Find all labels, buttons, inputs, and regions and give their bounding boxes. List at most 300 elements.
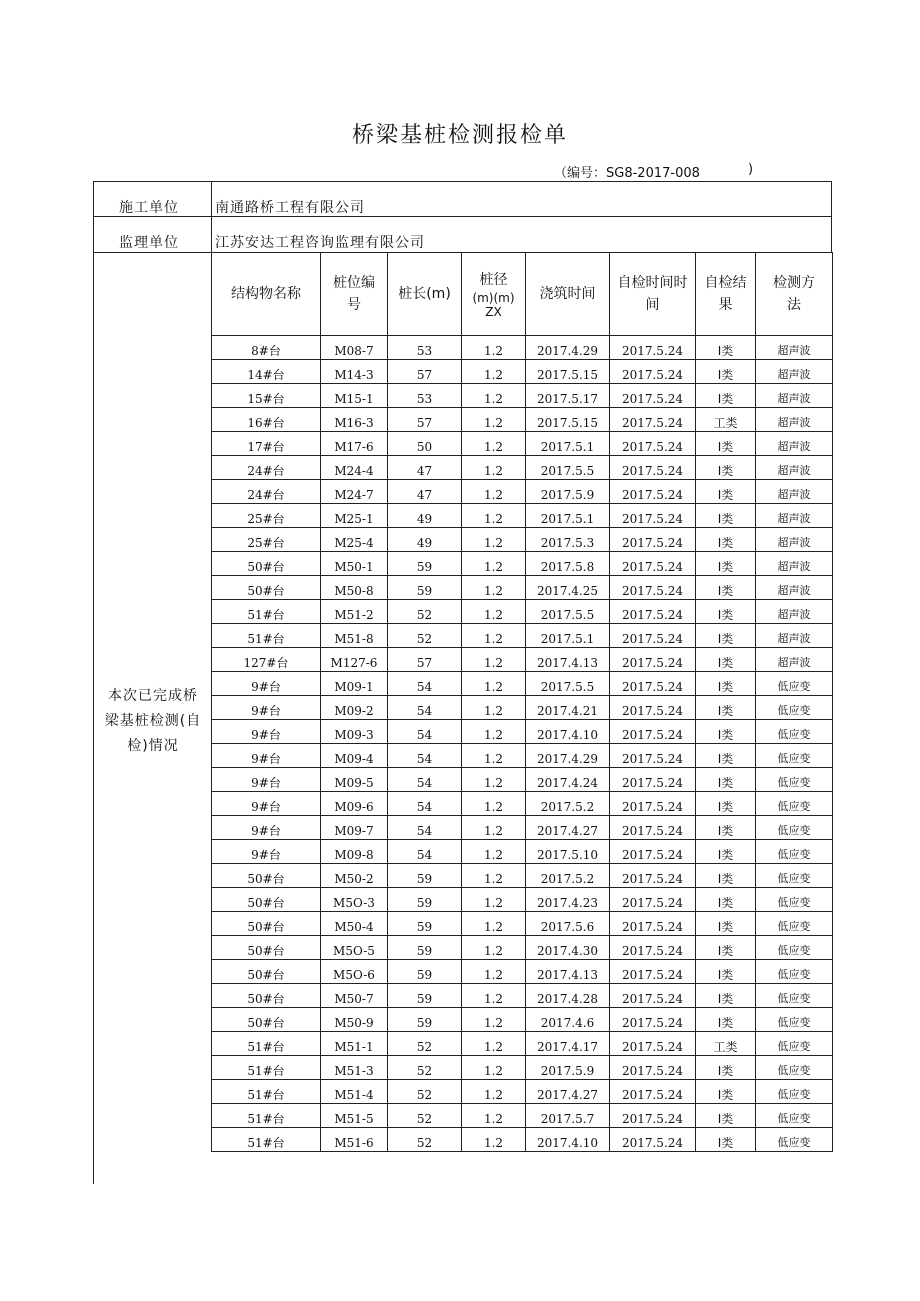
cell-test-method: 低应变 [756, 672, 833, 696]
cell-pile-number: M16-3 [321, 408, 388, 432]
cell-self-check-result: Ⅰ类 [696, 672, 756, 696]
cell-inspection-date: 2017.5.24 [610, 672, 696, 696]
cell-structure-name: 15#台 [212, 384, 321, 408]
cell-self-check-result: Ⅰ类 [696, 600, 756, 624]
cell-test-method: 超声波 [756, 648, 833, 672]
cell-self-check-result: Ⅰ类 [696, 720, 756, 744]
cell-inspection-date: 2017.5.24 [610, 1104, 696, 1128]
header-self-check-result: 自检结 果 [696, 253, 756, 336]
header-structure-name: 结构物名称 [212, 253, 321, 336]
cell-pour-date: 2017.5.2 [526, 792, 610, 816]
cell-structure-name: 9#台 [212, 696, 321, 720]
cell-pour-date: 2017.4.24 [526, 768, 610, 792]
cell-pile-number: M51-2 [321, 600, 388, 624]
cell-pile-length: 53 [388, 336, 462, 360]
table-row [212, 624, 833, 648]
cell-pile-number: M51-3 [321, 1056, 388, 1080]
cell-pile-length: 54 [388, 696, 462, 720]
cell-self-check-result: Ⅰ类 [696, 1104, 756, 1128]
cell-structure-name: 9#台 [212, 816, 321, 840]
cell-test-method: 低应变 [756, 816, 833, 840]
cell-test-method: 超声波 [756, 504, 833, 528]
table-row [212, 456, 833, 480]
cell-pour-date: 2017.4.29 [526, 744, 610, 768]
cell-pour-date: 2017.4.30 [526, 936, 610, 960]
table-row [212, 696, 833, 720]
cell-structure-name: 25#台 [212, 504, 321, 528]
doc-number-suffix: ) [748, 162, 754, 177]
cell-test-method: 超声波 [756, 384, 833, 408]
cell-self-check-result: Ⅰ类 [696, 768, 756, 792]
table-row [212, 1056, 833, 1080]
cell-test-method: 超声波 [756, 456, 833, 480]
cell-test-method: 超声波 [756, 624, 833, 648]
construction-unit-value: 南通路桥工程有限公司 [215, 200, 365, 216]
cell-pile-number: M50-9 [321, 1008, 388, 1032]
cell-pour-date: 2017.5.15 [526, 408, 610, 432]
cell-pour-date: 2017.4.28 [526, 984, 610, 1008]
cell-self-check-result: Ⅰ类 [696, 984, 756, 1008]
cell-test-method: 超声波 [756, 408, 833, 432]
cell-inspection-date: 2017.5.24 [610, 600, 696, 624]
cell-inspection-date: 2017.5.24 [610, 864, 696, 888]
cell-pile-diameter: 1.2 [462, 528, 526, 552]
cell-pour-date: 2017.5.1 [526, 624, 610, 648]
cell-inspection-date: 2017.5.24 [610, 384, 696, 408]
cell-pour-date: 2017.5.5 [526, 456, 610, 480]
cell-pour-date: 2017.4.25 [526, 576, 610, 600]
cell-pile-length: 53 [388, 384, 462, 408]
table-row [212, 744, 833, 768]
table-row [212, 336, 833, 360]
cell-self-check-result: Ⅰ类 [696, 456, 756, 480]
cell-pile-length: 54 [388, 816, 462, 840]
cell-self-check-result: Ⅰ类 [696, 792, 756, 816]
cell-pour-date: 2017.5.9 [526, 480, 610, 504]
document-title: 桥梁基桩检测报检单 [351, 123, 568, 148]
cell-pour-date: 2017.4.10 [526, 1128, 610, 1152]
supervision-unit-label: 监理单位 [119, 235, 179, 251]
cell-inspection-date: 2017.5.24 [610, 456, 696, 480]
cell-pile-diameter: 1.2 [462, 744, 526, 768]
cell-pour-date: 2017.5.7 [526, 1104, 610, 1128]
cell-structure-name: 51#台 [212, 624, 321, 648]
cell-pile-number: M15-1 [321, 384, 388, 408]
row-divider-1 [93, 216, 832, 217]
cell-pile-number: M51-8 [321, 624, 388, 648]
cell-pile-diameter: 1.2 [462, 336, 526, 360]
cell-pile-diameter: 1.2 [462, 408, 526, 432]
cell-inspection-date: 2017.5.24 [610, 1008, 696, 1032]
cell-pile-number: M25-4 [321, 528, 388, 552]
cell-self-check-result: Ⅰ类 [696, 360, 756, 384]
cell-inspection-date: 2017.5.24 [610, 552, 696, 576]
cell-pile-length: 54 [388, 720, 462, 744]
cell-self-check-result: Ⅰ类 [696, 504, 756, 528]
cell-inspection-date: 2017.5.24 [610, 840, 696, 864]
cell-pile-length: 57 [388, 360, 462, 384]
cell-structure-name: 50#台 [212, 936, 321, 960]
table-header-row [212, 253, 833, 336]
cell-pile-diameter: 1.2 [462, 624, 526, 648]
table-row [212, 864, 833, 888]
cell-test-method: 低应变 [756, 792, 833, 816]
cell-pour-date: 2017.5.1 [526, 504, 610, 528]
cell-pile-diameter: 1.2 [462, 696, 526, 720]
cell-pour-date: 2017.4.13 [526, 648, 610, 672]
cell-pile-diameter: 1.2 [462, 600, 526, 624]
table-row [212, 408, 833, 432]
cell-inspection-date: 2017.5.24 [610, 768, 696, 792]
cell-pile-number: M50-4 [321, 912, 388, 936]
cell-pile-diameter: 1.2 [462, 456, 526, 480]
cell-pour-date: 2017.4.6 [526, 1008, 610, 1032]
cell-pile-number: M50-7 [321, 984, 388, 1008]
cell-test-method: 低应变 [756, 1056, 833, 1080]
cell-self-check-result: Ⅰ类 [696, 864, 756, 888]
cell-pile-number: M24-4 [321, 456, 388, 480]
cell-pile-length: 52 [388, 600, 462, 624]
cell-pile-diameter: 1.2 [462, 888, 526, 912]
cell-pile-number: M50-2 [321, 864, 388, 888]
cell-inspection-date: 2017.5.24 [610, 1056, 696, 1080]
cell-pile-diameter: 1.2 [462, 816, 526, 840]
cell-self-check-result: Ⅰ类 [696, 888, 756, 912]
cell-inspection-date: 2017.5.24 [610, 888, 696, 912]
table-row [212, 1008, 833, 1032]
document-number [554, 162, 754, 181]
cell-pour-date: 2017.5.17 [526, 384, 610, 408]
cell-inspection-date: 2017.5.24 [610, 528, 696, 552]
cell-inspection-date: 2017.5.24 [610, 408, 696, 432]
supervision-unit-value: 江苏安达工程咨询监理有限公司 [215, 235, 425, 251]
cell-structure-name: 9#台 [212, 672, 321, 696]
cell-structure-name: 16#台 [212, 408, 321, 432]
cell-pile-length: 57 [388, 408, 462, 432]
cell-pile-diameter: 1.2 [462, 720, 526, 744]
cell-structure-name: 50#台 [212, 576, 321, 600]
cell-structure-name: 50#台 [212, 984, 321, 1008]
cell-pour-date: 2017.4.10 [526, 720, 610, 744]
cell-self-check-result: Ⅰ类 [696, 936, 756, 960]
cell-pile-length: 59 [388, 912, 462, 936]
cell-test-method: 超声波 [756, 336, 833, 360]
cell-structure-name: 50#台 [212, 1008, 321, 1032]
cell-test-method: 低应变 [756, 696, 833, 720]
cell-pile-length: 54 [388, 840, 462, 864]
table-row [212, 1128, 833, 1152]
cell-test-method: 低应变 [756, 1128, 833, 1152]
cell-pile-number: M127-6 [321, 648, 388, 672]
table-row [212, 384, 833, 408]
cell-test-method: 低应变 [756, 936, 833, 960]
cell-pile-diameter: 1.2 [462, 792, 526, 816]
cell-structure-name: 8#台 [212, 336, 321, 360]
construction-unit-label: 施工单位 [119, 200, 179, 216]
table-row [212, 888, 833, 912]
cell-pile-number: M09-4 [321, 744, 388, 768]
cell-pile-length: 59 [388, 936, 462, 960]
header-pour-date: 浇筑时间 [526, 253, 610, 336]
cell-pour-date: 2017.5.9 [526, 1056, 610, 1080]
cell-structure-name: 9#台 [212, 792, 321, 816]
cell-pile-number: M25-1 [321, 504, 388, 528]
cell-pile-diameter: 1.2 [462, 936, 526, 960]
cell-pile-number: M5O-6 [321, 960, 388, 984]
cell-pile-length: 49 [388, 528, 462, 552]
cell-pile-diameter: 1.2 [462, 1008, 526, 1032]
cell-pile-diameter: 1.2 [462, 912, 526, 936]
table-row [212, 672, 833, 696]
cell-pour-date: 2017.4.27 [526, 1080, 610, 1104]
cell-self-check-result: Ⅰ类 [696, 1128, 756, 1152]
cell-inspection-date: 2017.5.24 [610, 720, 696, 744]
cell-pile-diameter: 1.2 [462, 576, 526, 600]
cell-test-method: 低应变 [756, 744, 833, 768]
cell-self-check-result: Ⅰ类 [696, 624, 756, 648]
cell-test-method: 低应变 [756, 840, 833, 864]
cell-test-method: 低应变 [756, 1008, 833, 1032]
cell-pile-number: M09-7 [321, 816, 388, 840]
cell-inspection-date: 2017.5.24 [610, 816, 696, 840]
cell-structure-name: 127#台 [212, 648, 321, 672]
cell-pour-date: 2017.4.27 [526, 816, 610, 840]
cell-pour-date: 2017.5.10 [526, 840, 610, 864]
cell-structure-name: 9#台 [212, 840, 321, 864]
cell-pile-diameter: 1.2 [462, 384, 526, 408]
table-row [212, 984, 833, 1008]
cell-structure-name: 51#台 [212, 1032, 321, 1056]
cell-self-check-result: Ⅰ类 [696, 1056, 756, 1080]
section-label [95, 684, 211, 759]
cell-self-check-result: Ⅰ类 [696, 744, 756, 768]
cell-self-check-result: Ⅰ类 [696, 480, 756, 504]
cell-pile-length: 52 [388, 1056, 462, 1080]
cell-pile-length: 54 [388, 792, 462, 816]
cell-pile-length: 54 [388, 768, 462, 792]
cell-self-check-result: Ⅰ类 [696, 816, 756, 840]
cell-pile-number: M24-7 [321, 480, 388, 504]
cell-pour-date: 2017.5.5 [526, 600, 610, 624]
table-row [212, 960, 833, 984]
cell-inspection-date: 2017.5.24 [610, 624, 696, 648]
cell-test-method: 低应变 [756, 720, 833, 744]
cell-pile-length: 52 [388, 1128, 462, 1152]
table-row [212, 528, 833, 552]
table-row [212, 936, 833, 960]
cell-inspection-date: 2017.5.24 [610, 960, 696, 984]
cell-pile-length: 59 [388, 984, 462, 1008]
header-pile-diameter: 桩径 (m)(m) ZX [462, 253, 526, 336]
cell-inspection-date: 2017.5.24 [610, 984, 696, 1008]
pile-inspection-table [211, 252, 833, 1152]
cell-inspection-date: 2017.5.24 [610, 744, 696, 768]
table-row [212, 1080, 833, 1104]
cell-inspection-date: 2017.5.24 [610, 1080, 696, 1104]
cell-test-method: 低应变 [756, 912, 833, 936]
cell-structure-name: 50#台 [212, 912, 321, 936]
cell-test-method: 超声波 [756, 480, 833, 504]
cell-self-check-result: Ⅰ类 [696, 840, 756, 864]
cell-pile-diameter: 1.2 [462, 864, 526, 888]
cell-inspection-date: 2017.5.24 [610, 1032, 696, 1056]
cell-pile-number: M51-1 [321, 1032, 388, 1056]
cell-inspection-date: 2017.5.24 [610, 432, 696, 456]
cell-structure-name: 51#台 [212, 1080, 321, 1104]
cell-self-check-result: Ⅰ类 [696, 384, 756, 408]
cell-inspection-date: 2017.5.24 [610, 336, 696, 360]
cell-pile-length: 59 [388, 960, 462, 984]
cell-pile-number: M50-8 [321, 576, 388, 600]
cell-pile-number: M09-5 [321, 768, 388, 792]
cell-pile-diameter: 1.2 [462, 432, 526, 456]
cell-pile-diameter: 1.2 [462, 840, 526, 864]
frame-left-line [93, 181, 94, 1184]
table-row [212, 552, 833, 576]
cell-self-check-result: Ⅰ类 [696, 528, 756, 552]
cell-pile-diameter: 1.2 [462, 984, 526, 1008]
cell-self-check-result: Ⅰ类 [696, 432, 756, 456]
cell-pour-date: 2017.4.29 [526, 336, 610, 360]
cell-pile-number: M17-6 [321, 432, 388, 456]
cell-pile-number: M09-3 [321, 720, 388, 744]
cell-pile-length: 52 [388, 1104, 462, 1128]
cell-inspection-date: 2017.5.24 [610, 480, 696, 504]
cell-test-method: 超声波 [756, 600, 833, 624]
doc-number-code: SG8-2017-008 [606, 166, 700, 181]
cell-pour-date: 2017.5.5 [526, 672, 610, 696]
cell-self-check-result: Ⅰ类 [696, 696, 756, 720]
cell-pile-length: 52 [388, 624, 462, 648]
cell-pile-number: M51-5 [321, 1104, 388, 1128]
table-row [212, 840, 833, 864]
cell-pile-length: 57 [388, 648, 462, 672]
cell-structure-name: 51#台 [212, 1104, 321, 1128]
cell-pile-number: M09-1 [321, 672, 388, 696]
cell-self-check-result: 工类 [696, 408, 756, 432]
cell-pile-length: 47 [388, 456, 462, 480]
cell-structure-name: 25#台 [212, 528, 321, 552]
cell-test-method: 低应变 [756, 864, 833, 888]
table-row [212, 600, 833, 624]
cell-inspection-date: 2017.5.24 [610, 360, 696, 384]
cell-test-method: 低应变 [756, 768, 833, 792]
cell-pile-length: 59 [388, 888, 462, 912]
cell-inspection-date: 2017.5.24 [610, 912, 696, 936]
section-label-line: 梁基桩检测(自 [104, 713, 202, 729]
cell-structure-name: 17#台 [212, 432, 321, 456]
cell-structure-name: 50#台 [212, 864, 321, 888]
cell-self-check-result: Ⅰ类 [696, 1008, 756, 1032]
label-column-line [211, 181, 212, 253]
cell-test-method: 低应变 [756, 1104, 833, 1128]
cell-inspection-date: 2017.5.24 [610, 648, 696, 672]
cell-test-method: 低应变 [756, 1080, 833, 1104]
cell-pile-length: 54 [388, 672, 462, 696]
table-row [212, 1104, 833, 1128]
cell-self-check-result: Ⅰ类 [696, 576, 756, 600]
cell-pile-diameter: 1.2 [462, 360, 526, 384]
cell-pile-number: M09-2 [321, 696, 388, 720]
cell-structure-name: 50#台 [212, 888, 321, 912]
table-row [212, 432, 833, 456]
cell-pile-diameter: 1.2 [462, 768, 526, 792]
cell-pile-number: M50-1 [321, 552, 388, 576]
cell-structure-name: 51#台 [212, 600, 321, 624]
cell-pour-date: 2017.5.15 [526, 360, 610, 384]
cell-pour-date: 2017.4.23 [526, 888, 610, 912]
cell-self-check-result: 工类 [696, 1032, 756, 1056]
cell-structure-name: 9#台 [212, 720, 321, 744]
table-body [212, 336, 833, 1152]
cell-pile-length: 50 [388, 432, 462, 456]
cell-inspection-date: 2017.5.24 [610, 504, 696, 528]
cell-pile-diameter: 1.2 [462, 552, 526, 576]
cell-pile-length: 47 [388, 480, 462, 504]
cell-structure-name: 9#台 [212, 768, 321, 792]
cell-pour-date: 2017.5.8 [526, 552, 610, 576]
table-row [212, 720, 833, 744]
table-row [212, 792, 833, 816]
cell-pour-date: 2017.4.13 [526, 960, 610, 984]
table-row [212, 912, 833, 936]
cell-structure-name: 24#台 [212, 456, 321, 480]
cell-structure-name: 50#台 [212, 552, 321, 576]
cell-pile-diameter: 1.2 [462, 1128, 526, 1152]
table-row [212, 504, 833, 528]
table-row [212, 648, 833, 672]
cell-inspection-date: 2017.5.24 [610, 576, 696, 600]
table-row [212, 480, 833, 504]
cell-inspection-date: 2017.5.24 [610, 696, 696, 720]
cell-pour-date: 2017.5.2 [526, 864, 610, 888]
cell-pile-diameter: 1.2 [462, 960, 526, 984]
frame-right-line [831, 181, 832, 253]
table-row [212, 360, 833, 384]
cell-self-check-result: Ⅰ类 [696, 648, 756, 672]
cell-test-method: 超声波 [756, 432, 833, 456]
cell-pile-number: M5O-5 [321, 936, 388, 960]
cell-pour-date: 2017.4.21 [526, 696, 610, 720]
cell-structure-name: 51#台 [212, 1128, 321, 1152]
cell-inspection-date: 2017.5.24 [610, 1128, 696, 1152]
cell-pile-length: 59 [388, 552, 462, 576]
cell-inspection-date: 2017.5.24 [610, 792, 696, 816]
cell-pile-number: M09-6 [321, 792, 388, 816]
cell-pile-length: 52 [388, 1032, 462, 1056]
cell-structure-name: 9#台 [212, 744, 321, 768]
cell-structure-name: 50#台 [212, 960, 321, 984]
header-inspection-date: 自检时间时 间 [610, 253, 696, 336]
cell-pile-length: 59 [388, 864, 462, 888]
table-row [212, 768, 833, 792]
cell-test-method: 低应变 [756, 888, 833, 912]
cell-self-check-result: Ⅰ类 [696, 1080, 756, 1104]
cell-pile-diameter: 1.2 [462, 1080, 526, 1104]
cell-test-method: 超声波 [756, 552, 833, 576]
cell-inspection-date: 2017.5.24 [610, 936, 696, 960]
header-pile-number: 桩位编 号 [321, 253, 388, 336]
cell-test-method: 低应变 [756, 1032, 833, 1056]
cell-pile-number: M14-3 [321, 360, 388, 384]
cell-pour-date: 2017.5.6 [526, 912, 610, 936]
cell-pile-number: M51-6 [321, 1128, 388, 1152]
cell-test-method: 低应变 [756, 984, 833, 1008]
cell-pile-diameter: 1.2 [462, 1056, 526, 1080]
cell-test-method: 超声波 [756, 360, 833, 384]
cell-pour-date: 2017.4.17 [526, 1032, 610, 1056]
doc-number-prefix: （编号： [554, 166, 607, 181]
